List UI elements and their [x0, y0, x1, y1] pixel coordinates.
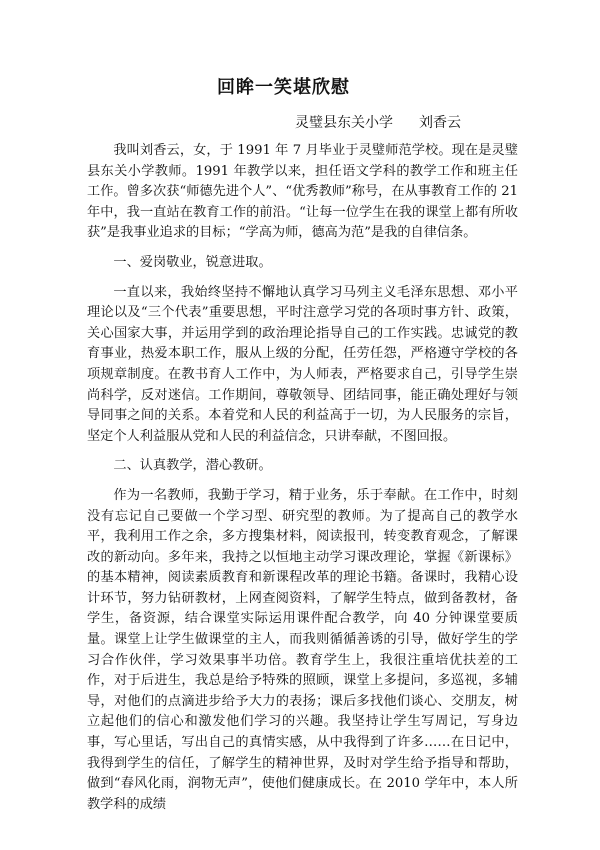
section-body-2: 作为一名教师，我勤于学习，精于业务，乐于奉献。在工作中，时刻没有忘记自己要做一个学习型、研究型的教师。为了提高自己的教学水平，我利用工作之余，多方搜集材料，阅读报刊，转变教育观念，了解课改的新动向。多年来，我持之以恒地主动学习课改理论，掌握《新课标》的基本精神，阅读素质教育和新课程改革的理论书籍。备课时，我精心设计环节，努力钻研教材，上网查阅资料，了解学生特点，做到备教材，备学生，备资源，结合课堂实际运用课件配合教学，向 40 分钟课堂要质量。课堂上让学生做课堂的主人，而我则循循善诱的引导，做好学生的学习合作伙伴，学习效果事半功倍。教育学生上，我很注重培优扶差的工作，对于后进生，我总是给予特殊的照顾，课堂上多提问，多巡视，多辅导，对他们的点滴进步给予大力的表扬；课后多找他们谈心、交朋友，树立起他们的信心和激发他们学习的兴趣。我坚持让学生写周记，写身边事，写心里话，写出自己的真情实感，从中我得到了许多……在日记中，我得到学生的信任，了解学生的精神世界，及时对学生给予指导和帮助，做到“春风化雨，润物无声”，使他们健康成长。在 2010 学年中，本人所教学科的成绩 [87, 487, 518, 812]
byline [87, 113, 518, 133]
section-body-1: 一直以来，我始终坚持不懈地认真学习马列主义毛泽东思想、邓小平理论以及“三个代表”重要思想，平时注意学习党的各项时事方针、政策，关心国家大事，并运用学到的政治理论指导自己的工作实践。忠诚党的教育事业，热爱本职工作，服从上级的分配，任劳任怨，严格遵守学校的各项规章制度。在教书育人工作中，为人师表，严格要求自己，引导学生崇尚科学，反对迷信。工作期间，尊敬领导、团结同事，能正确处理好与领导同事之间的关系。本着党和人民的利益高于一切，为人民服务的宗旨，坚定个人利益服从党和人民的利益信念，只讲奉献，不图回报。 [87, 284, 518, 444]
section-heading-1: 一、爱岗敬业，锐意进取。 [113, 254, 272, 270]
byline-author: 刘香云 [419, 115, 461, 131]
byline-school: 灵璧县东关小学 [295, 115, 393, 131]
document-title: 回眸一笑堪欣慰 [217, 77, 350, 98]
intro-paragraph: 我叫刘香云，女，于 1991 年 7 月毕业于灵璧师范学校。现在是灵璧县东关小学教师。1991 年教学以来，担任语文学科的教学工作和班主任工作。曾多次获“师德先进个人”、“优秀教师”称号，在从事教育工作的 21 年中，我一直站在教育工作的前沿。“让每一位学生在我的课堂上都有所收获”是我事业追求的目标；“学高为师，德高为范”是我的自律信条。 [87, 143, 518, 241]
section-heading-2: 二、认真教学，潜心教研。 [113, 458, 272, 474]
